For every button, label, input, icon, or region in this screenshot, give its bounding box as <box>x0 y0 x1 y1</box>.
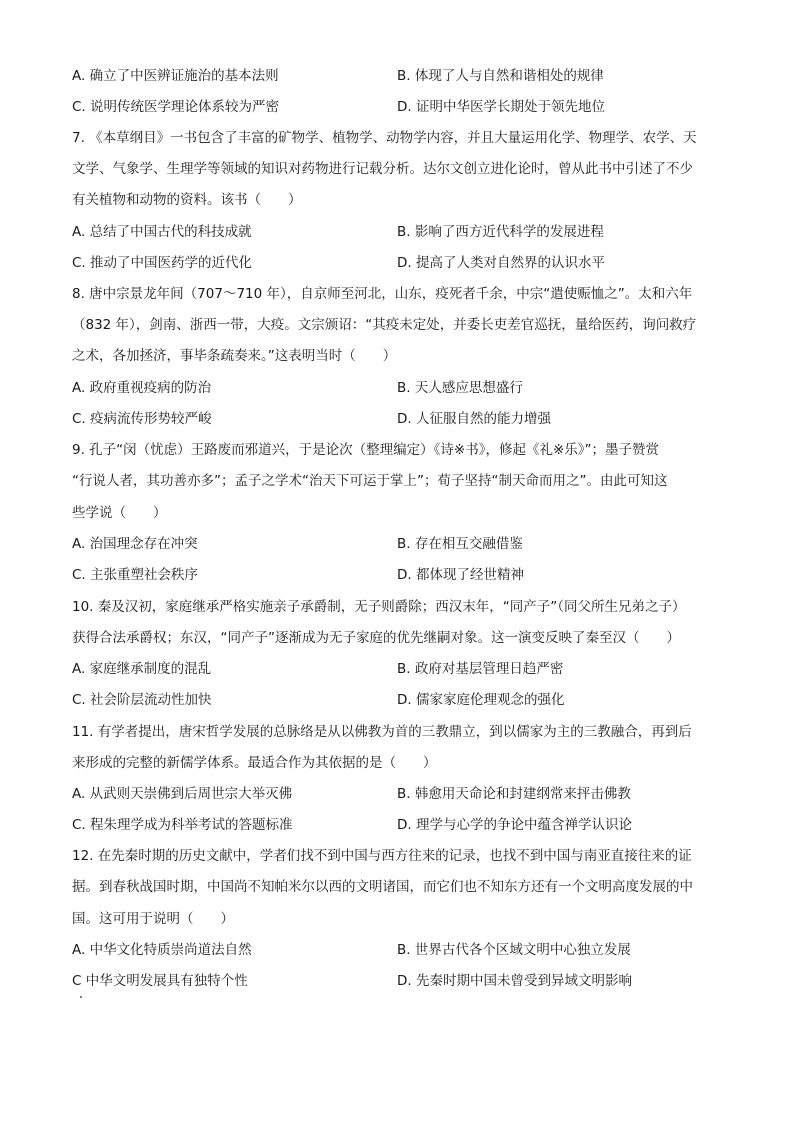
q6-option-d[interactable]: D. 证明中华医学长期处于领先地位 <box>397 99 605 115</box>
q10-stem-line-1: 10. 秦及汉初，家庭继承严格实施亲子承爵制，无子则爵除；西汉末年，“同产子”（同父所生兄弟之子） <box>72 599 686 615</box>
q7-stem-line-3: 有关植物和动物的资料。该书（ ） <box>72 192 302 208</box>
q9-option-c[interactable]: C. 主张重塑社会秩序 <box>72 567 199 583</box>
q12-option-c[interactable]: C 中华文明发展具有独特个性 <box>72 973 248 989</box>
q9-stem-line-1: 9. 孔子“闵（忧虑）王路废而邪道兴，于是论次（整理编定）《诗※书》，修起《礼※乐》”；墨子赞赏 <box>72 442 660 458</box>
q11-option-a[interactable]: A. 从武则天崇佛到后周世宗大举灭佛 <box>72 786 293 802</box>
q8-stem-line-2: （832 年），剑南、浙西一带，大疫。文宗颁诏：“其疫未定处，并委长吏差官巡抚，量给医药，询问救疗 <box>72 317 697 333</box>
q8-option-d[interactable]: D. 人征服自然的能力增强 <box>397 411 551 427</box>
q7-option-d[interactable]: D. 提高了人类对自然界的认识水平 <box>397 255 605 271</box>
q10-option-c[interactable]: C. 社会阶层流动性加快 <box>72 692 212 708</box>
q9-option-d[interactable]: D. 都体现了经世精神 <box>397 567 524 583</box>
q11-option-c[interactable]: C. 程朱理学成为科举考试的答题标准 <box>72 817 293 833</box>
q9-stem-line-2: “行说人者，其功善亦多”；孟子之学术“治天下可运于掌上”；荀子坚持“制天命而用之”。由此可知这 <box>72 473 668 489</box>
q7-option-c[interactable]: C. 推动了中国医药学的近代化 <box>72 255 253 271</box>
stray-dot-mark <box>80 996 82 998</box>
q9-option-b[interactable]: B. 存在相互交融借鉴 <box>397 536 523 552</box>
q12-option-a[interactable]: A. 中华文化特质崇尚道法自然 <box>72 942 252 958</box>
q12-stem-line-2: 据。到春秋战国时期，中国尚不知帕米尔以西的文明诸国，而它们也不知东方还有一个文明高度发展的中 <box>72 879 693 895</box>
q7-stem-line-1: 7. 《本草纲目》一书包含了丰富的矿物学、植物学、动物学内容，并且大量运用化学、物理学、农学、天 <box>72 130 697 146</box>
q12-option-d[interactable]: D. 先秦时期中国未曾受到异域文明影响 <box>397 973 632 989</box>
q8-option-b[interactable]: B. 天人感应思想盛行 <box>397 380 523 396</box>
q12-stem-line-1: 12. 在先秦时期的历史文献中，学者们找不到中国与西方往来的记录，也找不到中国与南亚直接往来的证 <box>72 848 692 864</box>
q8-stem-line-3: 之术，各加拯济，事毕条疏奏来。”这表明当时（ ） <box>72 348 397 364</box>
q9-option-a[interactable]: A. 治国理念存在冲突 <box>72 536 198 552</box>
q6-option-c[interactable]: C. 说明传统医学理论体系较为严密 <box>72 99 280 115</box>
q8-stem-line-1: 8. 唐中宗景龙年间（707～710 年），自京师至河北，山东，疫死者千余，中宗“遣使赈恤之”。太和六年 <box>72 286 693 302</box>
q12-stem-line-3: 国。这可用于说明（ ） <box>72 911 234 927</box>
q10-stem-line-2: 获得合法承爵权；东汉，“同产子”逐渐成为无子家庭的优先继嗣对象。这一演变反映了秦至汉（ ） <box>72 630 680 646</box>
q6-option-a[interactable]: A. 确立了中医辨证施治的基本法则 <box>72 68 279 84</box>
q11-stem-line-1: 11. 有学者提出，唐宋哲学发展的总脉络是从以佛教为首的三教鼎立，到以儒家为主的三教融合，再到后 <box>72 724 692 740</box>
q7-option-a[interactable]: A. 总结了中国古代的科技成就 <box>72 224 252 240</box>
q9-stem-line-3: 些学说（ ） <box>72 505 167 521</box>
q10-option-d[interactable]: D. 儒家家庭伦理观念的强化 <box>397 692 565 708</box>
q6-option-b[interactable]: B. 体现了人与自然和谐相处的规律 <box>397 68 604 84</box>
q12-option-b[interactable]: B. 世界古代各个区域文明中心独立发展 <box>397 942 631 958</box>
q7-option-b[interactable]: B. 影响了西方近代科学的发展进程 <box>397 224 604 240</box>
q8-option-c[interactable]: C. 疫病流传形势较严峻 <box>72 411 212 427</box>
q10-option-b[interactable]: B. 政府对基层管理日趋严密 <box>397 661 564 677</box>
q8-option-a[interactable]: A. 政府重视疫病的防治 <box>72 380 212 396</box>
q11-option-d[interactable]: D. 理学与心学的争论中蕴含禅学认识论 <box>397 817 632 833</box>
q11-option-b[interactable]: B. 韩愈用天命论和封建纲常来抨击佛教 <box>397 786 631 802</box>
q10-option-a[interactable]: A. 家庭继承制度的混乱 <box>72 661 212 677</box>
q7-stem-line-2: 文学、气象学、生理学等领域的知识对药物进行记载分析。达尔文创立进化论时，曾从此书中引述了不少 <box>72 161 693 177</box>
q11-stem-line-2: 来形成的完整的新儒学体系。最适合作为其依据的是（ ） <box>72 755 437 771</box>
